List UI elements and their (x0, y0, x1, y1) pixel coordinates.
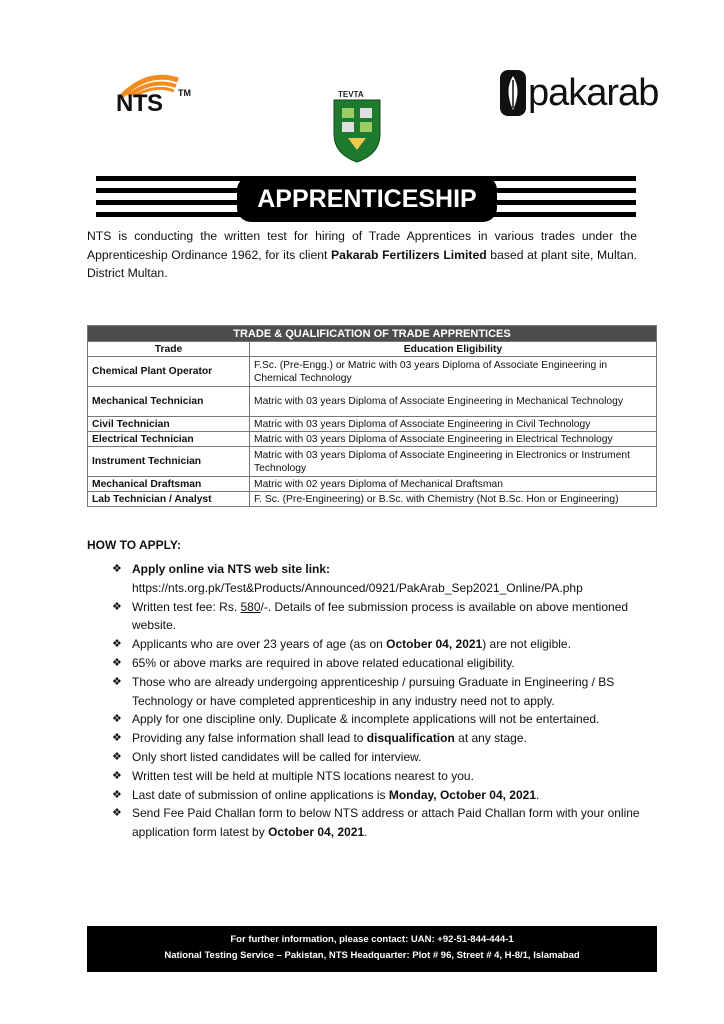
education-cell: F.Sc. (Pre-Engg.) or Matric with 03 years Diploma of Associate Engineering in Chemical Technology (250, 357, 657, 387)
trade-cell: Electrical Technician (88, 432, 250, 447)
list-item (112, 710, 642, 729)
diamond-bullet-icon: ❖ (112, 656, 122, 669)
last-date-text-2: . (536, 787, 540, 802)
trade-cell: Civil Technician (88, 417, 250, 432)
diamond-bullet-icon: ❖ (112, 713, 122, 726)
table-row (88, 447, 657, 477)
challan-date: October 04, 2021 (268, 825, 365, 840)
list-item (112, 729, 642, 748)
fee-amount: 580 (240, 599, 261, 614)
apply-online-label: Apply online via NTS web site link: (132, 562, 331, 576)
table-row (88, 387, 657, 417)
diamond-bullet-icon: ❖ (112, 732, 122, 745)
nts-tm: TM (178, 88, 191, 98)
pakarab-logo-text: pakarab (528, 72, 659, 114)
trade-cell: Lab Technician / Analyst (88, 492, 250, 507)
footer-contact: For further information, please contact: UAN: +92-51-844-444-1 (230, 934, 514, 945)
pakarab-emblem-icon (500, 70, 530, 118)
last-date-text: Last date of submission of online applications is (132, 787, 389, 802)
education-cell: Matric with 03 years Diploma of Associate Engineering in Electronics or Instrument Technology (250, 447, 657, 477)
list-item (112, 748, 642, 767)
intro-paragraph (87, 227, 637, 283)
challan-text: Send Fee Paid Challan form to below NTS address or attach Paid Challan form with your online application form latest by (132, 806, 640, 840)
diamond-bullet-icon: ❖ (112, 600, 122, 613)
list-item (112, 673, 642, 711)
shortlist-text: Only short listed candidates will be called for interview. (132, 749, 422, 764)
tevta-logo (326, 88, 388, 166)
diamond-bullet-icon: ❖ (112, 807, 122, 820)
diamond-bullet-icon: ❖ (112, 563, 122, 575)
challan-text-2: . (364, 825, 368, 840)
table-row (88, 477, 657, 492)
intro-text-2: based at plant site, Multan. District Multan. (87, 247, 637, 280)
age-text: Applicants who are over 23 years of age (as on (132, 637, 387, 652)
tevta-logo-text: TEVTA (338, 90, 364, 99)
how-to-apply-heading: HOW TO APPLY: (87, 538, 182, 552)
diamond-bullet-icon: ❖ (112, 675, 122, 688)
exclusion-text: Those who are already undergoing apprenticeship / pursuing Graduate in Engineering / BS Technology or have completed apprenticeship in any industry need not to apply. (132, 674, 615, 708)
diamond-bullet-icon: ❖ (112, 750, 122, 763)
education-cell: F. Sc. (Pre-Engineering) or B.Sc. with Chemistry (Not B.Sc. Hon or Engineering) (250, 492, 657, 507)
nts-logo (108, 70, 208, 122)
fee-text-2: /-. Details of fee submission process is available on above mentioned website. (132, 599, 629, 633)
intro-text-1: NTS is conducting the written test for hiring of Trade Apprentices in various trades under the Apprenticeship Ordinance 1962, for its client (87, 229, 637, 262)
trade-cell: Mechanical Draftsman (88, 477, 250, 492)
page-title: APPRENTICESHIP (237, 176, 497, 222)
list-item (112, 786, 642, 805)
trade-cell: Mechanical Technician (88, 387, 250, 417)
education-cell: Matric with 03 years Diploma of Associate Engineering in Civil Technology (250, 417, 657, 432)
false-info-text-2: at any stage. (454, 731, 527, 746)
education-cell: Matric with 03 years Diploma of Associate Engineering in Electrical Technology (250, 432, 657, 447)
table-row (88, 432, 657, 447)
age-date: October 04, 2021 (386, 637, 483, 652)
column-header-education: Education Eligibility (250, 342, 657, 357)
table-row (88, 357, 657, 387)
disqualification-text: disqualification (366, 731, 455, 746)
pakarab-logo (500, 70, 670, 120)
table-row (88, 492, 657, 507)
marks-text: 65% or above marks are required in above related educational eligibility. (132, 655, 515, 670)
age-text-2: ) are not eligible. (482, 637, 571, 652)
apply-link[interactable]: https://nts.org.pk/Test&Products/Announced/0921/PakArab_Sep2021_Online/PA.php (132, 580, 583, 595)
list-item (112, 654, 642, 673)
diamond-bullet-icon: ❖ (112, 638, 122, 651)
table-row (88, 417, 657, 432)
discipline-text: Apply for one discipline only. Duplicate & incomplete applications will not be entertained. (132, 712, 600, 727)
fee-text: Written test fee: Rs. (132, 599, 241, 614)
education-cell: Matric with 02 years Diploma of Mechanical Draftsman (250, 477, 657, 492)
footer-address: National Testing Service – Pakistan, NTS Headquarter: Plot # 96, Street # 4, H-8/1, Islamabad (164, 950, 580, 961)
list-item (112, 598, 642, 636)
trade-table (87, 325, 657, 507)
column-header-trade: Trade (88, 342, 250, 357)
list-item (112, 560, 642, 598)
diamond-bullet-icon: ❖ (112, 769, 122, 782)
table-caption: TRADE & QUALIFICATION OF TRADE APPRENTICES (88, 326, 657, 342)
diamond-bullet-icon: ❖ (112, 788, 122, 801)
last-date: Monday, October 04, 2021 (388, 787, 536, 802)
trade-cell: Chemical Plant Operator (88, 357, 250, 387)
footer (87, 926, 657, 972)
instructions-list (112, 560, 642, 842)
false-info-text: Providing any false information shall lead to (132, 731, 367, 746)
client-name: Pakarab Fertilizers Limited (331, 247, 487, 262)
list-item (112, 635, 642, 654)
test-location-text: Written test will be held at multiple NTS locations nearest to you. (132, 768, 474, 783)
trade-cell: Instrument Technician (88, 447, 250, 477)
list-item (112, 804, 642, 842)
nts-logo-text: NTS (116, 90, 163, 117)
list-item (112, 767, 642, 786)
education-cell: Matric with 03 years Diploma of Associate Engineering in Mechanical Technology (250, 387, 657, 417)
tevta-shield-icon (326, 88, 388, 166)
